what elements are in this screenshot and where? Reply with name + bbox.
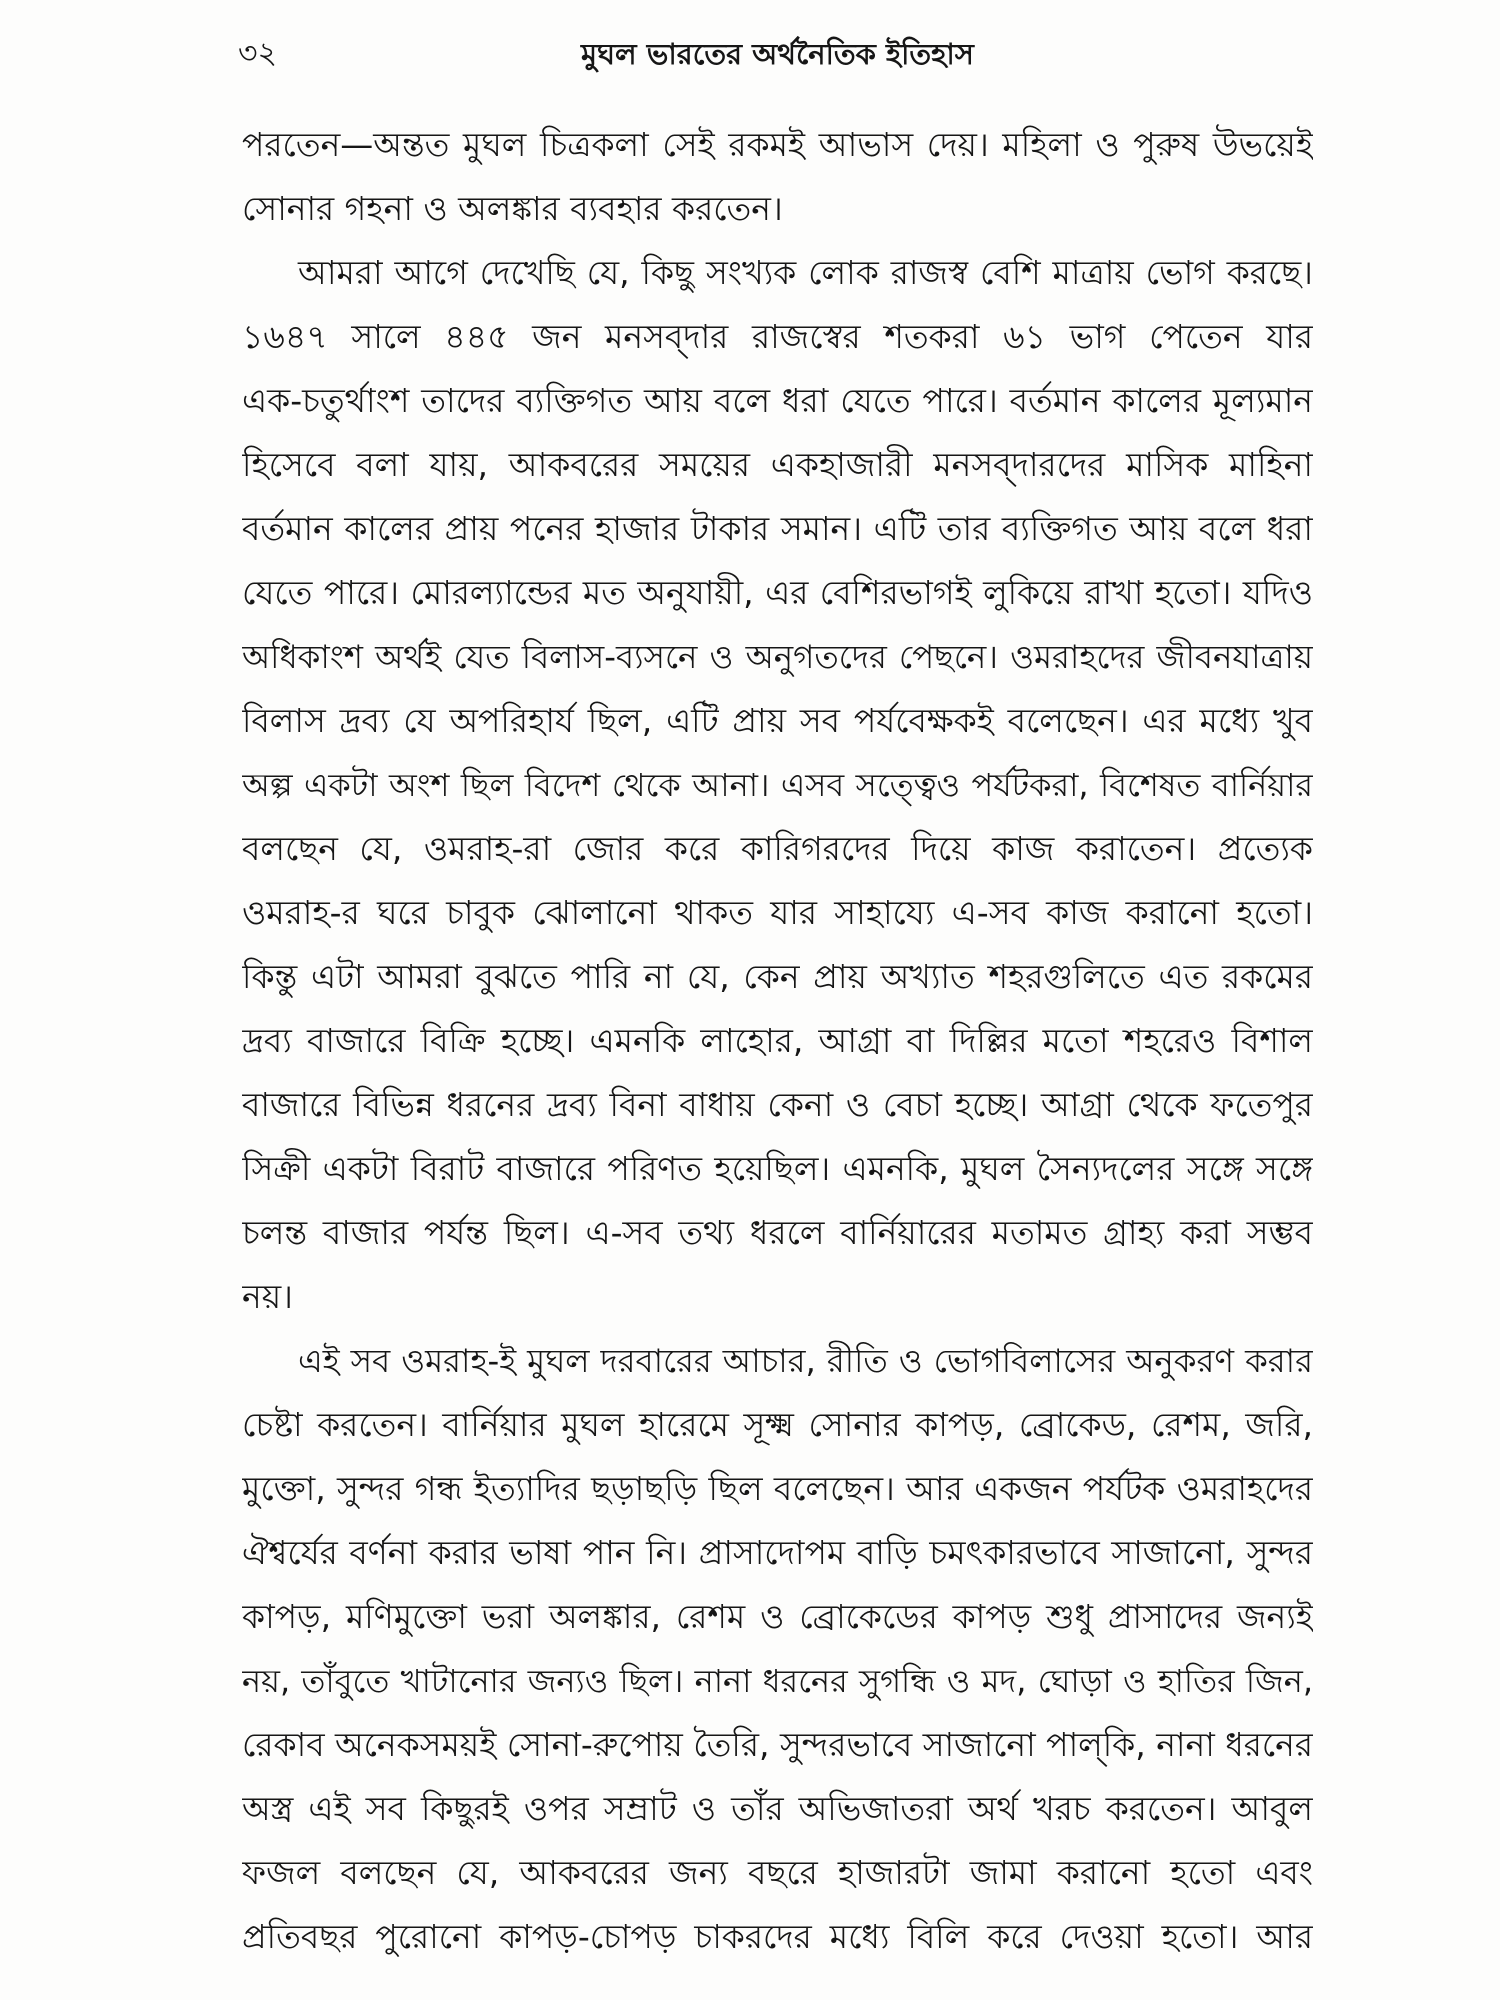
text-line: চলন্ত বাজার পর্যন্ত ছিল। এ-সব তথ্য ধরলে বার্নিয়ারের মতামত গ্রাহ্য করা সম্ভব: [242, 1213, 1313, 1252]
book-title: মুঘল ভারতের অর্থনৈতিক ইতিহাস: [581, 37, 974, 71]
text-line: পরতেন—অন্তত মুঘল চিত্রকলা সেই রকমই আভাস দেয়। মহিলা ও পুরুষ উভয়েই: [242, 125, 1313, 164]
text-line: সিক্রী একটা বিরাট বাজারে পরিণত হয়েছিল। এমনকি, মুঘল সৈন্যদলের সঙ্গে সঙ্গে: [242, 1149, 1313, 1188]
text-line: অল্প একটা অংশ ছিল বিদেশ থেকে আনা। এসব সত্ত্বেও পর্যটকরা, বিশেষত বার্নিয়ার: [242, 766, 1313, 804]
text-line: অধিকাংশ অর্থই যেত বিলাস-ব্যসনে ও অনুগতদের পেছনে। ওমরাহদের জীবনযাত্রায়: [242, 638, 1313, 676]
text-line: নয়।: [242, 1277, 293, 1316]
text-line: হিসেবে বলা যায়, আকবরের সময়ের একহাজারী মনসব্‌দারদের মাসিক মাহিনা: [242, 445, 1313, 484]
body-text: [242, 113, 1313, 1969]
page-number: ৩২: [238, 36, 278, 71]
text-line: কাপড়, মণিমুক্তো ভরা অলঙ্কার, রেশম ও ব্রোকেডের কাপড় শুধু প্রাসাদের জন্যই: [242, 1597, 1313, 1636]
text-line: চেষ্টা করতেন। বার্নিয়ার মুঘল হারেমে সূক্ষ্ম সোনার কাপড়, ব্রোকেড, রেশম, জরি,: [242, 1405, 1313, 1444]
text-line: বিলাস দ্রব্য যে অপরিহার্য ছিল, এটি প্রায় সব পর্যবেক্ষকই বলেছেন। এর মধ্যে খুব: [242, 701, 1313, 740]
text-line: ঐশ্বর্যের বর্ণনা করার ভাষা পান নি। প্রাসাদোপম বাড়ি চমৎকারভাবে সাজানো, সুন্দর: [242, 1533, 1313, 1572]
paragraph: [242, 1329, 1313, 1969]
paragraph: [242, 113, 1313, 241]
text-line: বাজারে বিভিন্ন ধরনের দ্রব্য বিনা বাধায় কেনা ও বেচা হচ্ছে। আগ্রা থেকে ফতেপুর: [242, 1085, 1313, 1124]
text-line: বলছেন যে, ওমরাহ-রা জোর করে কারিগরদের দিয়ে কাজ করাতেন। প্রত্যেক: [242, 829, 1313, 868]
text-line: যেতে পারে। মোরল্যান্ডের মত অনুযায়ী, এর বেশিরভাগই লুকিয়ে রাখা হতো। যদিও: [242, 573, 1313, 612]
text-line: ১৬৪৭ সালে ৪৪৫ জন মনসব্‌দার রাজস্বের শতকরা ৬১ ভাগ পেতেন যার: [242, 317, 1313, 356]
text-line: রেকাব অনেকসময়ই সোনা-রুপোয় তৈরি, সুন্দরভাবে সাজানো পাল্‌কি, নানা ধরনের: [242, 1725, 1313, 1764]
text-line: ওমরাহ-র ঘরে চাবুক ঝোলানো থাকত যার সাহায্যে এ-সব কাজ করানো হতো।: [242, 893, 1313, 932]
text-line: মুক্তো, সুন্দর গন্ধ ইত্যাদির ছড়াছড়ি ছিল বলেছেন। আর একজন পর্যটক ওমরাহদের: [242, 1469, 1313, 1508]
text-line: কিন্তু এটা আমরা বুঝতে পারি না যে, কেন প্রায় অখ্যাত শহরগুলিতে এত রকমের: [242, 957, 1313, 996]
text-line: আমরা আগে দেখেছি যে, কিছু সংখ্যক লোক রাজস্ব বেশি মাত্রায় ভোগ করছে।: [298, 253, 1313, 292]
text-line: অস্ত্র এই সব কিছুরই ওপর সম্রাট ও তাঁর অভিজাতরা অর্থ খরচ করতেন। আবুল: [242, 1789, 1313, 1828]
text-line: প্রতিবছর পুরোনো কাপড়-চোপড় চাকরদের মধ্যে বিলি করে দেওয়া হতো। আর: [242, 1917, 1313, 1956]
text-line: এই সব ওমরাহ-ই মুঘল দরবারের আচার, রীতি ও ভোগবিলাসের অনুকরণ করার: [298, 1342, 1313, 1380]
text-line: নয়, তাঁবুতে খাটানোর জন্যও ছিল। নানা ধরনের সুগন্ধি ও মদ, ঘোড়া ও হাতির জিন,: [242, 1662, 1313, 1700]
text-line: ফজল বলছেন যে, আকবরের জন্য বছরে হাজারটা জামা করানো হতো এবং: [242, 1853, 1313, 1892]
running-head: [238, 30, 1313, 78]
text-line: সোনার গহনা ও অলঙ্কার ব্যবহার করতেন।: [242, 189, 783, 228]
text-line: বর্তমান কালের প্রায় পনের হাজার টাকার সমান। এটি তার ব্যক্তিগত আয় বলে ধরা: [242, 509, 1313, 548]
paragraph: [242, 241, 1313, 1329]
text-line: দ্রব্য বাজারে বিক্রি হচ্ছে। এমনকি লাহোর, আগ্রা বা দিল্লির মতো শহরেও বিশাল: [242, 1021, 1313, 1060]
text-line: এক-চতুর্থাংশ তাদের ব্যক্তিগত আয় বলে ধরা যেতে পারে। বর্তমান কালের মূল্যমান: [242, 381, 1313, 420]
